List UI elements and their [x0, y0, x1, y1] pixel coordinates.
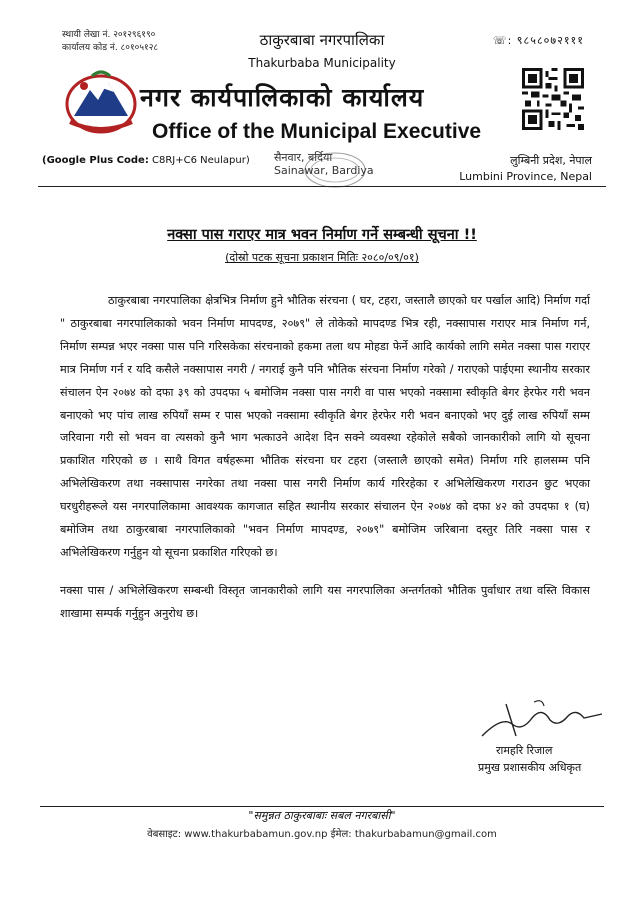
municipality-name-np: ठाकुरबाबा नगरपालिका: [259, 31, 385, 49]
website-label: वेबसाइट:: [147, 829, 182, 840]
phone-number: ☏: ९८५८०७२१११: [492, 34, 584, 47]
office-name-np: नगर कार्यपालिकाको कार्यालय: [140, 83, 425, 112]
nepal-emblem-icon: [62, 66, 140, 136]
ward-address: [274, 151, 374, 177]
qr-code-icon: [522, 68, 584, 130]
notice-body: [60, 290, 590, 626]
email-label: ईमेल:: [330, 829, 352, 840]
google-code-value: C8RJ+C6 Neulapur): [152, 155, 250, 166]
google-code-label: (Google Plus Code:: [42, 155, 149, 166]
footer-contact: [0, 826, 644, 840]
notice-subtitle: (दोस्रो पटक सूचना प्रकाशन मितिः २०८०/०९/०१): [225, 251, 419, 264]
paragraph-1-text: ठाकुरबाबा नगरपालिका क्षेत्रभित्र निर्माण हुने भौतिक संरचना ( घर, टहरा, जस्तालै छाएको घर पर्खाल आदि) निर्माण गर्दा " ठाकुरबाबा नगरपालिकाको भवन निर्माण मापदण्ड, २०७९" ले तोकेको मापदण्ड भित्र रही, नक्सापास गराएर मात्र निर्माण गर्न, निर्माण सम्पन्न भएर नक्सा पास पनि गरिसकेका संरचनाको हकमा तला थप मोहडा फेर्ने आदि कार्यको लागि समेत नक्सा पास गराएर मात्र निर्माण गर्न र यदि कसैले नक्सापास नगरी / नगराई कुनै पनि भौतिक संरचना निर्माण गरेको / गराएको पाईएमा स्थानीय सरकार संचालन ऐन २०७४ को दफा ३९ को उपदफा ५ बमोजिम नक्सा पास नगरी वा पास भएको नक्सामा स्वीकृति बेगर हेरफेर गरी भवन बनाएको भए पांच लाख रुपियाँ सम्म र पास भएको नक्सामा स्वीकृति बेगर हेरफेर गरी भवन बनाएको भए दुई लाख रुपियाँ सम्म जरिवाना गरी सो भवन वा त्यसको कुनै भाग भत्काउने आदेश दिन सक्ने व्यवस्था रहेकोले सबैको जानकारीको लागि यो सूचना प्रकाशित गरिएको छ । साथै विगत वर्षहरूमा भौतिक संरचना घर टहरा (जस्तालै छाएको समेत) निर्माण गरि हालसम्म पनि अभिलेखिकरण तथा नक्सापास नगरेका तथा नक्सा पास नगरी निर्माण कार्य गरिरहेका र अभिलेखिकरण गराउन छुट भएका घरधुरीहरूले यस नगरपालिकामा आवश्यक कागजात सहित स्थानीय सरकार संचालन ऐन २०७४ को दफा ४२ को उपदफा १ (घ) बमोजिम तथा ठाकुरबाबा नगरपालिकाको "भवन निर्माण मापदण्ड, २०७९" बमोजिम जरिबाना दस्तुर तिरि नक्सा पास र अभिलेखिकरण गर्नुहुन यो सूचना प्रकाशित गरिएको छ।: [60, 294, 590, 559]
email-link[interactable]: thakurbabamun@gmail.com: [354, 829, 497, 840]
office-code: कार्यालय कोड नं. ८०१०५१२८: [62, 43, 159, 53]
province-np: लुम्बिनी प्रदेश, नेपाल: [510, 154, 592, 167]
website-link[interactable]: www.thakurbabamun.gov.np: [184, 829, 328, 840]
office-name-en: Office of the Municipal Executive: [152, 120, 482, 143]
signatory-name: रामहरि रिजाल: [496, 744, 553, 757]
notice-title: नक्सा पास गराएर मात्र भवन निर्माण गर्ने सम्बन्धी सूचना !!: [167, 227, 477, 243]
google-plus-code: [42, 155, 250, 166]
pan-number: स्थायी लेखा नं. २०१२९६१९०: [62, 30, 156, 40]
paragraph-2: नक्सा पास / अभिलेखिकरण सम्बन्धी विस्तृत जानकारीको लागि यस नगरपालिका अन्तर्गतको भौतिक पुर्वाधार तथा वस्ति विकास शाखामा सम्पर्क गर्नुहुन अनुरोध छ।: [60, 583, 590, 620]
footer-slogan: "समुन्नत ठाकुरबाबाः सबल नगरबासी": [248, 809, 396, 822]
province-en: Lumbini Province, Nepal: [459, 170, 592, 183]
header-divider: [38, 186, 606, 187]
ward-address-en: Sainawar, Bardiya: [274, 164, 374, 177]
footer-divider: [40, 806, 604, 807]
paragraph-1: [60, 290, 590, 565]
municipality-name-en: Thakurbaba Municipality: [248, 56, 396, 70]
signatory-designation: प्रमुख प्रशासकीय अधिकृत: [478, 761, 582, 774]
handwritten-signature-icon: [472, 696, 612, 746]
ward-address-np: सैनवार, बर्दिया: [274, 151, 333, 164]
